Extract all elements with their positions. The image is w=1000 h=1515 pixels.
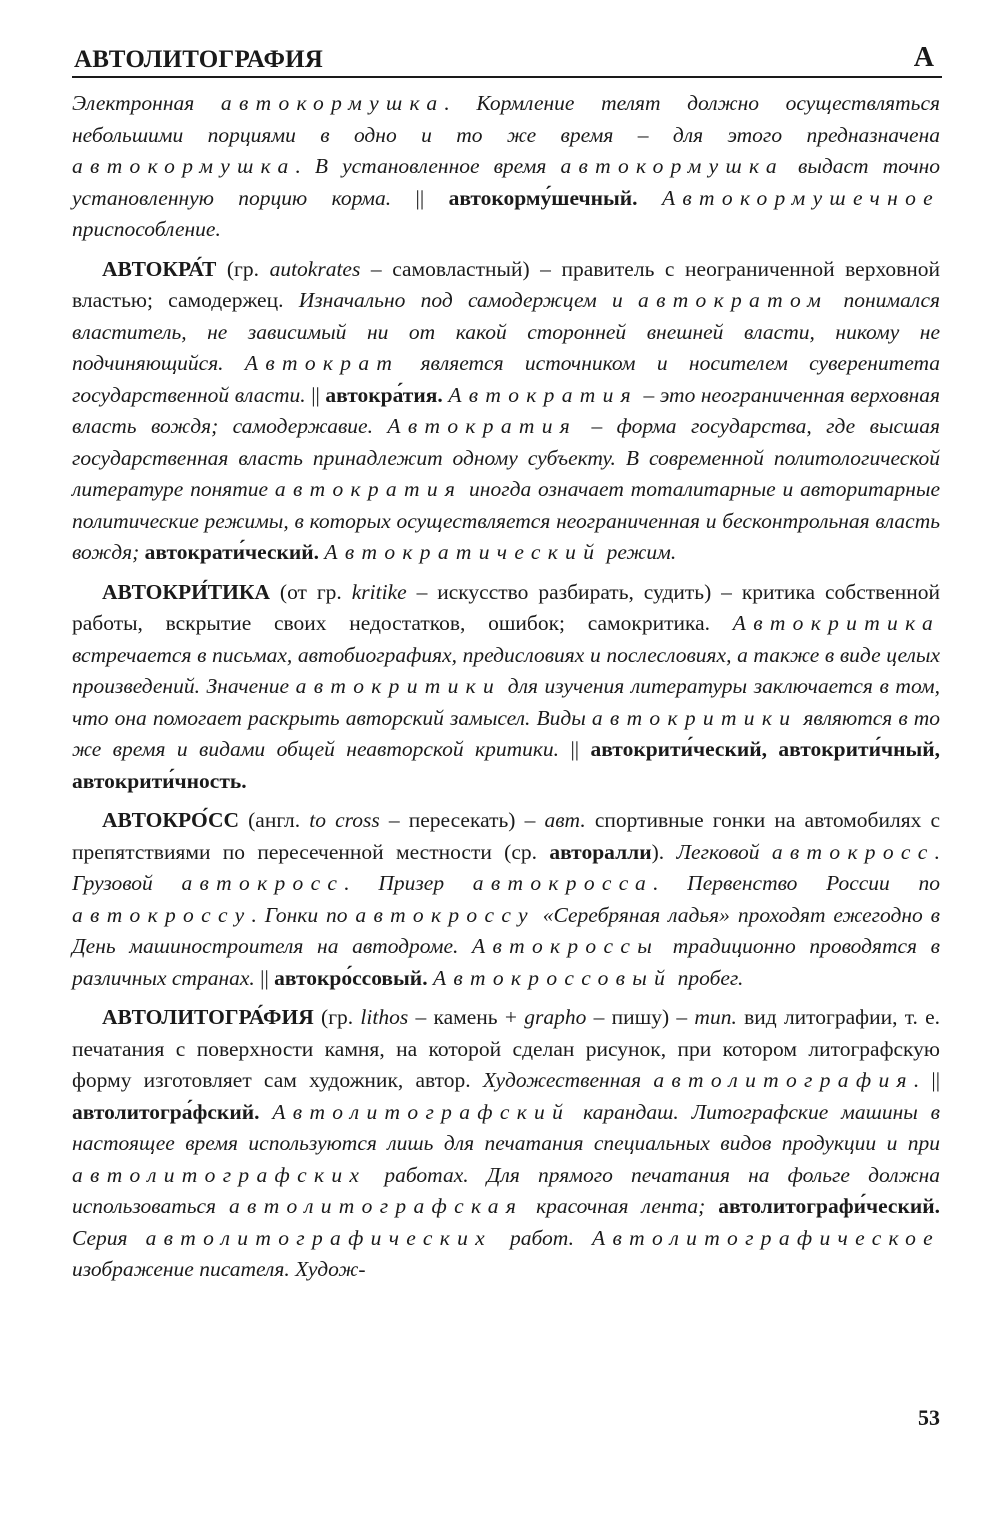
definition-text: – пишу) – — [593, 1005, 688, 1029]
spaced-term: автократия — [274, 477, 463, 501]
definition-text: вид литографии, т. е. печатания с поверхности камня, на которой сделан рисунок, при котором литографскую форму изготовляет сам художник, автор. — [72, 1005, 941, 1092]
punctuation: . — [934, 1194, 941, 1218]
etymology-word: autokrates — [269, 256, 361, 281]
spaced-term: автокормушка — [72, 154, 296, 178]
example-text: встречается в письмах, автобиографиях, предисловиях и послесловиях, а также в виде целых произведений. Значение — [72, 642, 940, 698]
spaced-term: автократом — [638, 288, 829, 312]
punctuation: . — [437, 382, 443, 407]
spaced-term: автолитография — [653, 1068, 914, 1092]
spaced-term: автокритики — [591, 705, 798, 730]
example-text: . В установленное время — [295, 154, 547, 178]
definition-text: (англ. — [248, 808, 301, 832]
running-header — [72, 32, 942, 78]
headword: АВТОКРИ́ТИКА — [102, 579, 270, 604]
spaced-term: Автократия — [448, 382, 638, 407]
example-text: пробег. — [677, 965, 744, 990]
separator: || — [570, 737, 580, 761]
etymology-word: to cross — [309, 808, 380, 832]
derived-word: автокорму́шечный — [448, 185, 633, 210]
spaced-term: Автократия — [387, 414, 578, 438]
spaced-term: Автократ — [244, 351, 400, 375]
spaced-term: автолитографических — [145, 1225, 492, 1250]
spaced-term: автокормушка — [560, 154, 784, 178]
example-text: иногда означает тоталитарные и авторитарные политические режимы, в которых осуществляется неограниченная и бесконтрольная власть вождя; — [72, 477, 941, 564]
derived-word: автократи́ческий — [144, 540, 314, 564]
separator: || — [260, 965, 269, 990]
punctuation: . — [313, 540, 320, 564]
cross-reference: авторалли — [549, 839, 652, 864]
entry-avtokritika — [72, 577, 940, 798]
example-text: . Гонки по — [251, 902, 348, 927]
spaced-term: Автокритика — [732, 611, 941, 635]
definition-text: – пересекать) – — [388, 808, 536, 832]
entry-avtokross — [72, 805, 940, 994]
punctuation: , — [761, 737, 768, 761]
example-text: являются в то же время и видами общей неавторской критики. — [72, 705, 941, 761]
derived-word: автолитогра́фский — [72, 1099, 255, 1124]
spaced-term: Автократический — [324, 540, 602, 564]
spaced-term: автолитографских — [72, 1162, 367, 1187]
spaced-term: Автолитографский — [272, 1099, 571, 1124]
spaced-term: Автокроссовый — [432, 965, 673, 990]
example-text: выдаст точно установленную порцию корма. — [72, 154, 941, 210]
punctuation: . — [254, 1099, 260, 1124]
punctuation: . — [241, 768, 247, 793]
usage-label: авт. — [544, 808, 586, 832]
example-text: . Грузовой — [72, 839, 941, 895]
headword: АВТОКРА́Т — [102, 256, 217, 281]
entry-continuation — [72, 88, 940, 246]
example-text: . Кормление телят должно осуществляться небольшими порциями в одно и то же время – для этого предназначена — [72, 91, 940, 147]
example-text: Легковой — [676, 839, 760, 864]
entry-avtolitografiya — [72, 1002, 940, 1286]
definition-text: – искусство разбирать, судить) – критика собственной работы, вскрытие своих недостатков, ошибок; самокритика. — [72, 579, 941, 635]
derived-word: автокра́тия — [325, 382, 438, 407]
punctuation: . — [422, 965, 428, 990]
definition-text: спортивные гонки на автомобилях с препятствиями по пересеченной местности (ср. — [72, 808, 940, 864]
example-text: . Призер — [344, 871, 445, 895]
example-text: Художественная — [482, 1068, 642, 1092]
punctuation: , — [934, 737, 941, 761]
derived-word: автокрити́ческий — [590, 737, 762, 761]
example-text: «Серебряная ладья» проходят ежегодно в День машиностроителя на автодроме. — [72, 902, 941, 958]
separator: || — [931, 1068, 941, 1092]
example-text: работ. — [510, 1225, 574, 1250]
page-number: 53 — [918, 1405, 940, 1430]
spaced-term: автокроссу — [72, 902, 252, 927]
punctuation: . — [632, 185, 638, 210]
definition-text: – камень + — [415, 1005, 517, 1029]
header-letter: А — [913, 42, 934, 73]
spaced-term: автокритики — [295, 674, 502, 698]
separator: || — [311, 382, 320, 407]
dictionary-page — [72, 20, 942, 1500]
dictionary-text — [72, 88, 940, 1286]
derived-word: автокрити́чный — [778, 737, 935, 761]
separator: || — [415, 185, 425, 210]
spaced-term: Автокормушечное — [661, 185, 940, 210]
etymology-word: lithos — [360, 1005, 409, 1029]
example-text: понимался властитель, не зависимый ни от какой сторонней внешней власти, никому не подчиняющийся. — [72, 288, 941, 375]
spaced-term: Автокроссы — [472, 934, 660, 958]
example-text: приспособление. — [72, 217, 221, 241]
example-text: Электронная — [72, 91, 195, 115]
example-text: . Первенство России по — [653, 871, 941, 895]
example-text: для изучения литературы заключается в том, что она помогает раскрыть авторский замысел. Виды — [72, 674, 940, 730]
header-title: АВТОЛИТОГРАФИЯ — [74, 46, 324, 73]
definition-text: (гр. — [321, 1005, 354, 1029]
spaced-term: автокроссу — [355, 902, 535, 927]
example-text: – это неограниченная верховная власть вождя; самодержавие. — [72, 382, 941, 438]
etymology-word: kritike — [351, 579, 407, 604]
derived-word: автолитографи́ческий — [718, 1194, 935, 1218]
definition-text: – самовластный) – правитель с неограниченной верховной властью; самодержец. — [72, 256, 941, 312]
example-text: красочная лента; — [536, 1194, 706, 1218]
spaced-term: автокросса — [472, 871, 654, 895]
example-text: . — [913, 1068, 920, 1092]
definition-text: ). — [651, 839, 665, 864]
headword: АВТОЛИТОГРА́ФИЯ — [102, 1005, 314, 1029]
headword: АВТОКРО́СС — [102, 808, 239, 832]
example-text: – форма государства, где высшая государственная власть принадлежит одному субъекту. В современной политологической литературе понятие — [72, 414, 941, 501]
derived-word: автокро́ссовый — [274, 965, 423, 990]
example-text: режим. — [606, 540, 677, 564]
definition-text: (гр. — [226, 256, 259, 281]
example-text: традиционно проводятся в различных странах. — [72, 934, 940, 990]
example-text: карандаш. Литографские машины в настоящее время используются лишь для печатания специальных видов продукции и при — [72, 1099, 940, 1155]
derived-word: автокрити́чность — [72, 768, 242, 793]
spaced-term: автолитографская — [229, 1194, 524, 1218]
spaced-term: автокросс — [771, 839, 935, 864]
etymology-word: grapho — [524, 1005, 587, 1029]
example-text: является источником и носителем суверенитета государственной власти. — [72, 351, 941, 407]
spaced-term: Автолитографическое — [592, 1225, 941, 1250]
spaced-term: автокормушка — [220, 91, 445, 115]
example-text: изображение писателя. Худож- — [72, 1257, 366, 1281]
entry-avtokrat — [72, 254, 940, 569]
example-text: Изначально под самодержцем и — [298, 288, 623, 312]
usage-label: тип. — [694, 1005, 737, 1029]
definition-text: (от гр. — [279, 579, 342, 604]
example-text: Серия — [72, 1225, 128, 1250]
example-text: работах. Для прямого печатания на фольге должна использоваться — [72, 1162, 941, 1218]
spaced-term: автокросс — [181, 871, 345, 895]
